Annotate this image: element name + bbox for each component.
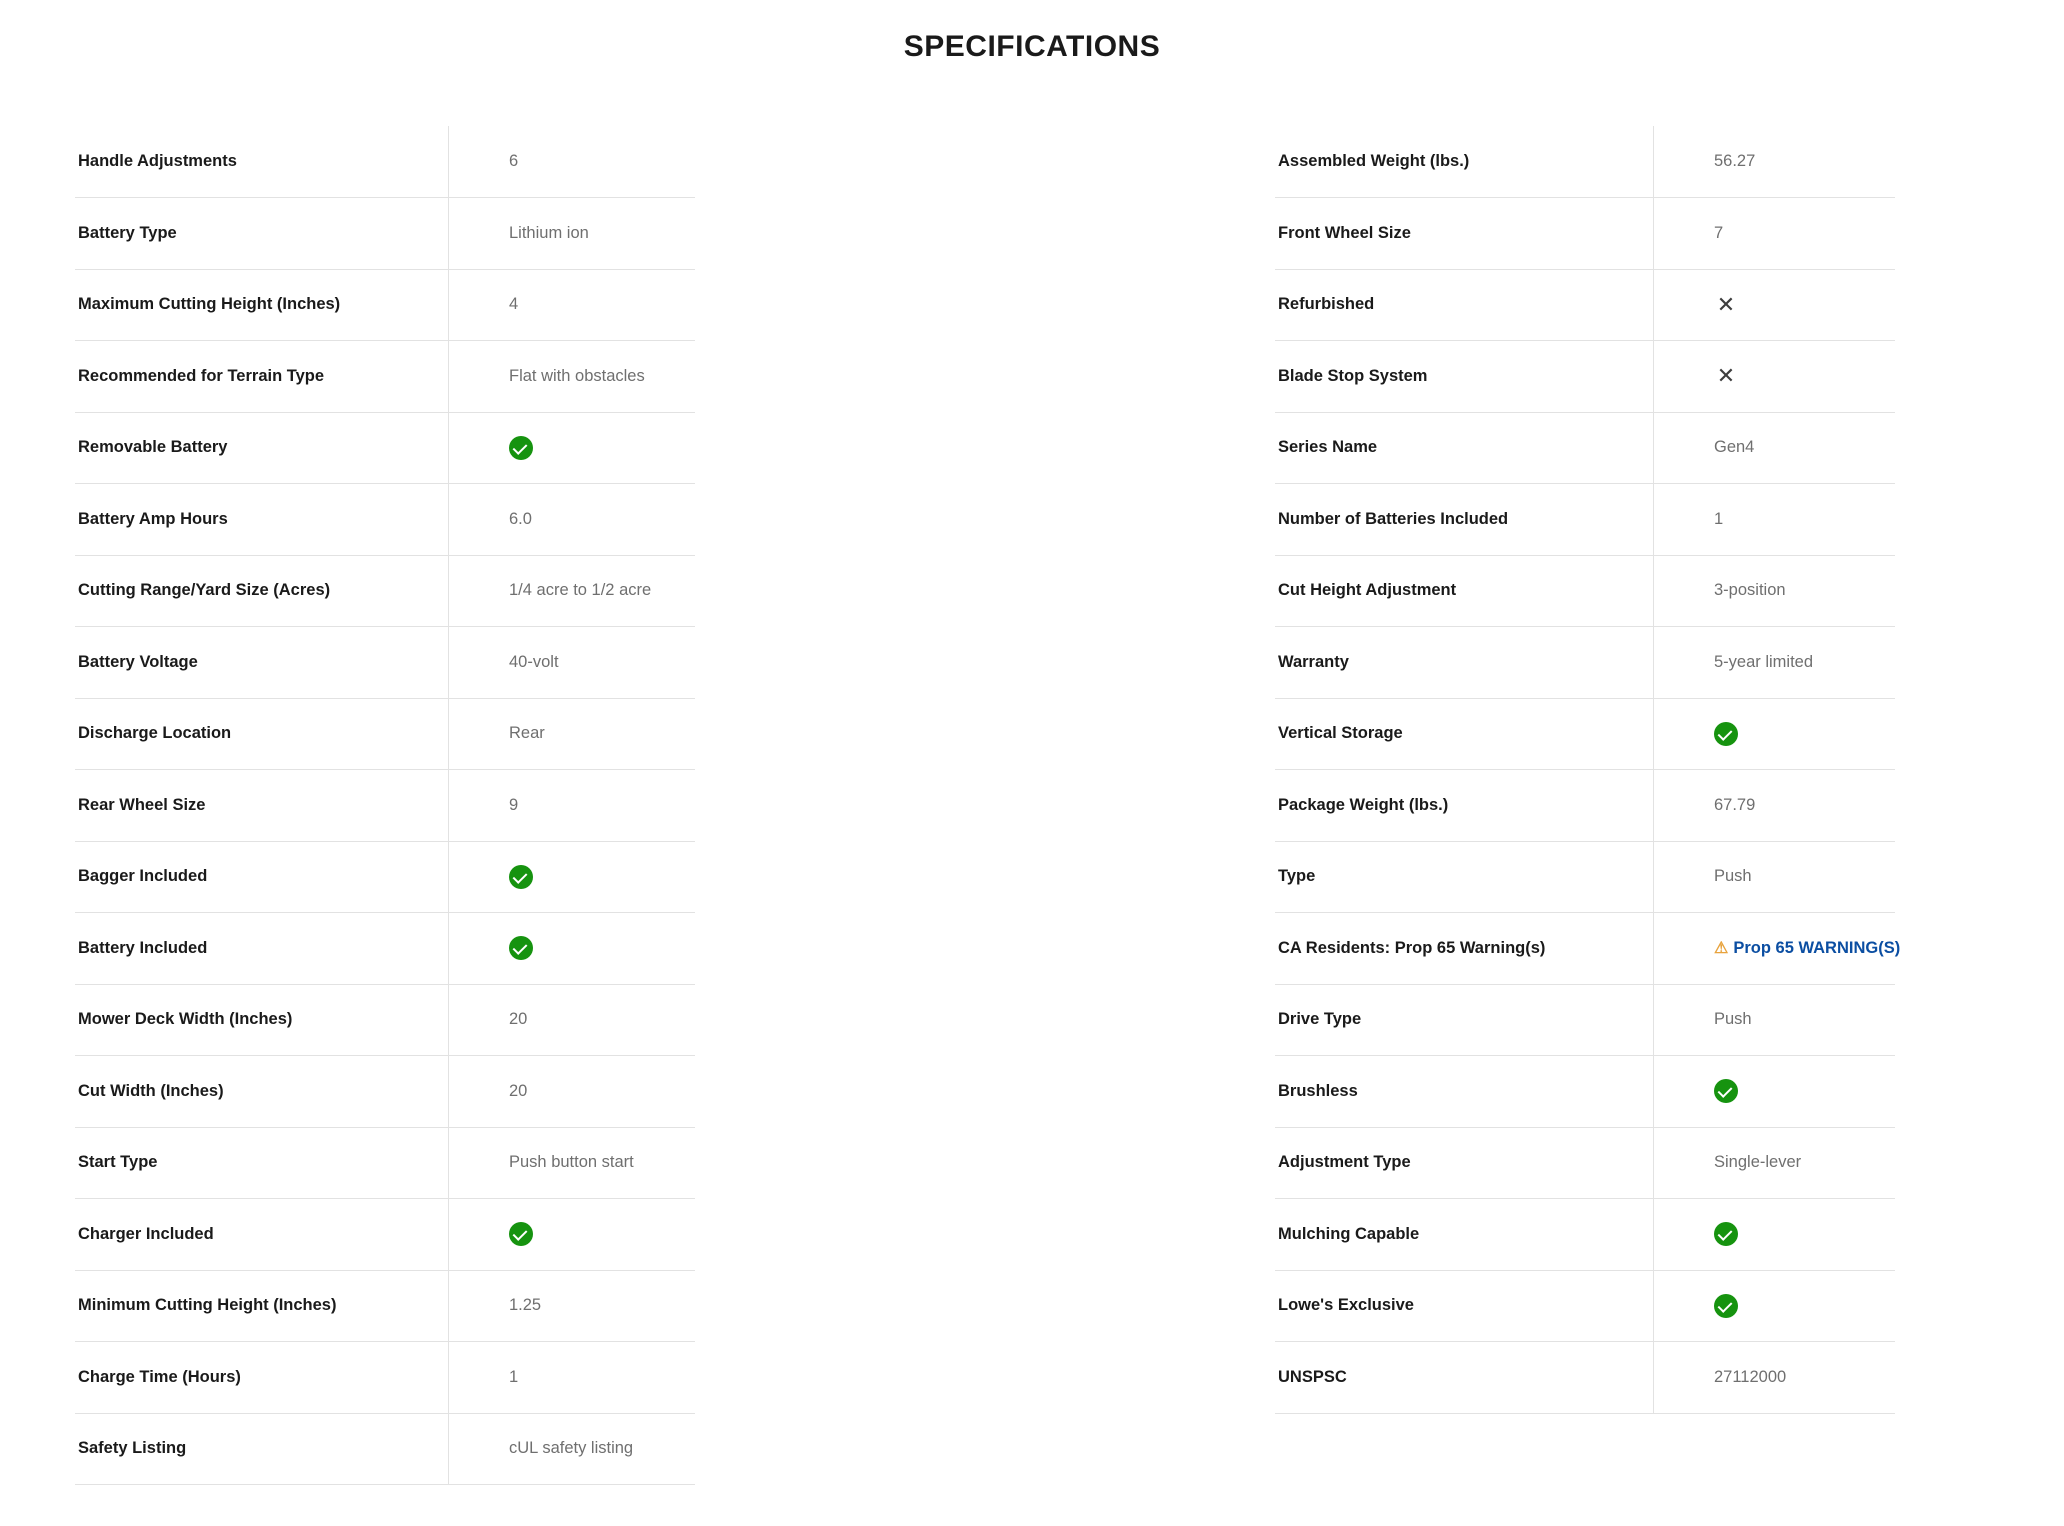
- spec-value: Single-lever: [1654, 1127, 1896, 1199]
- spec-label: Rear Wheel Size: [75, 770, 449, 842]
- spec-label: Warranty: [1275, 627, 1654, 699]
- prop65-warning-label: Prop 65 WARNING(S): [1733, 939, 1901, 958]
- spec-value: [1654, 341, 1896, 413]
- spec-value: 56.27: [1654, 126, 1896, 198]
- spec-label: Discharge Location: [75, 698, 449, 770]
- check-icon: [509, 436, 533, 460]
- cross-icon: ✕: [1716, 291, 1736, 317]
- spec-value: [449, 841, 696, 913]
- spec-value: [449, 1199, 696, 1271]
- check-icon: [509, 936, 533, 960]
- spec-label: Assembled Weight (lbs.): [1275, 126, 1654, 198]
- spec-value: 1.25: [449, 1270, 696, 1342]
- spec-value: 7: [1654, 198, 1896, 270]
- spec-value: 6.0: [449, 484, 696, 556]
- spec-row: [1275, 341, 1895, 413]
- spec-value: Gen4: [1654, 412, 1896, 484]
- spec-row: [75, 984, 695, 1056]
- spec-value: 1: [1654, 484, 1896, 556]
- specs-table-right: [1275, 126, 1901, 1414]
- spec-row: [75, 198, 695, 270]
- spec-value: [1654, 1270, 1896, 1342]
- spec-label: Removable Battery: [75, 412, 449, 484]
- check-icon: [1714, 1222, 1738, 1246]
- spec-value: [1654, 1199, 1896, 1271]
- spec-label: Adjustment Type: [1275, 1127, 1654, 1199]
- spec-row: [75, 1056, 695, 1128]
- spec-label: Package Weight (lbs.): [1275, 770, 1654, 842]
- spec-row: [75, 341, 695, 413]
- spec-label: Recommended for Terrain Type: [75, 341, 449, 413]
- spec-value: Push: [1654, 841, 1896, 913]
- cross-icon: ✕: [1716, 363, 1736, 389]
- spec-value: 4: [449, 269, 696, 341]
- spec-label: Cut Width (Inches): [75, 1056, 449, 1128]
- warning-triangle-icon: ⚠: [1714, 940, 1729, 958]
- spec-value: 9: [449, 770, 696, 842]
- spec-row: [1275, 412, 1895, 484]
- spec-row: [75, 269, 695, 341]
- spec-value: 1: [449, 1342, 696, 1414]
- spec-label: Mower Deck Width (Inches): [75, 984, 449, 1056]
- spec-row: [75, 126, 695, 198]
- spec-value: 1/4 acre to 1/2 acre: [449, 555, 696, 627]
- check-icon: [509, 1222, 533, 1246]
- spec-label: Brushless: [1275, 1056, 1654, 1128]
- spec-label: Battery Voltage: [75, 627, 449, 699]
- spec-row: [1275, 1056, 1895, 1128]
- spec-value: 20: [449, 1056, 696, 1128]
- check-icon: [1714, 1079, 1738, 1103]
- check-icon: [1714, 1294, 1738, 1318]
- spec-row: [75, 1127, 695, 1199]
- spec-value: Push: [1654, 984, 1896, 1056]
- spec-value: Push button start: [449, 1127, 696, 1199]
- spec-label: Battery Type: [75, 198, 449, 270]
- spec-row: [75, 555, 695, 627]
- spec-label: Start Type: [75, 1127, 449, 1199]
- spec-row: [1275, 770, 1895, 842]
- spec-row: [1275, 1270, 1895, 1342]
- spec-row: [75, 484, 695, 556]
- spec-label: Lowe's Exclusive: [1275, 1270, 1654, 1342]
- specifications-left-column: [75, 126, 695, 1485]
- spec-label: Blade Stop System: [1275, 341, 1654, 413]
- spec-row: [1275, 126, 1895, 198]
- spec-label: Maximum Cutting Height (Inches): [75, 269, 449, 341]
- spec-value: cUL safety listing: [449, 1413, 696, 1485]
- spec-label: Battery Amp Hours: [75, 484, 449, 556]
- spec-value: 27112000: [1654, 1342, 1896, 1414]
- spec-label: Series Name: [1275, 412, 1654, 484]
- spec-value: Lithium ion: [449, 198, 696, 270]
- spec-value: [449, 412, 696, 484]
- specifications-columns: [0, 126, 2064, 1485]
- spec-row: [1275, 627, 1895, 699]
- spec-row: [1275, 555, 1895, 627]
- spec-value: [449, 913, 696, 985]
- spec-row: [1275, 198, 1895, 270]
- spec-row: [1275, 1342, 1895, 1414]
- spec-label: Type: [1275, 841, 1654, 913]
- page-title: SPECIFICATIONS: [903, 30, 1161, 63]
- spec-row: [75, 698, 695, 770]
- spec-row: [75, 841, 695, 913]
- spec-label: CA Residents: Prop 65 Warning(s): [1275, 913, 1654, 985]
- spec-label: Minimum Cutting Height (Inches): [75, 1270, 449, 1342]
- spec-row: [75, 627, 695, 699]
- spec-label: Vertical Storage: [1275, 698, 1654, 770]
- check-icon: [1714, 722, 1738, 746]
- spec-row: [75, 1413, 695, 1485]
- spec-value: 3-position: [1654, 555, 1896, 627]
- spec-row: [75, 770, 695, 842]
- spec-value: 6: [449, 126, 696, 198]
- spec-label: Safety Listing: [75, 1413, 449, 1485]
- spec-label: Cutting Range/Yard Size (Acres): [75, 555, 449, 627]
- spec-label: Refurbished: [1275, 269, 1654, 341]
- spec-row: [1275, 841, 1895, 913]
- prop65-warning-link[interactable]: [1714, 939, 1900, 957]
- spec-row: [1275, 1127, 1895, 1199]
- spec-label: Drive Type: [1275, 984, 1654, 1056]
- spec-value: [1654, 913, 1901, 985]
- spec-row: [1275, 269, 1895, 341]
- spec-label: Number of Batteries Included: [1275, 484, 1654, 556]
- spec-label: Mulching Capable: [1275, 1199, 1654, 1271]
- spec-value: [1654, 269, 1896, 341]
- spec-label: UNSPSC: [1275, 1342, 1654, 1414]
- spec-value: 5-year limited: [1654, 627, 1896, 699]
- spec-row: [1275, 1199, 1895, 1271]
- spec-value: Rear: [449, 698, 696, 770]
- spec-row: [75, 1342, 695, 1414]
- spec-row: [75, 412, 695, 484]
- spec-row: [75, 913, 695, 985]
- spec-value: 40-volt: [449, 627, 696, 699]
- spec-label: Handle Adjustments: [75, 126, 449, 198]
- spec-value: 20: [449, 984, 696, 1056]
- spec-value: [1654, 698, 1896, 770]
- spec-row: [75, 1199, 695, 1271]
- spec-label: Charger Included: [75, 1199, 449, 1271]
- spec-label: Front Wheel Size: [1275, 198, 1654, 270]
- spec-label: Battery Included: [75, 913, 449, 985]
- specifications-right-column: [1275, 126, 1901, 1485]
- check-icon: [509, 865, 533, 889]
- spec-label: Cut Height Adjustment: [1275, 555, 1654, 627]
- spec-label: Charge Time (Hours): [75, 1342, 449, 1414]
- spec-value: 67.79: [1654, 770, 1896, 842]
- spec-row: [1275, 984, 1895, 1056]
- spec-label: Bagger Included: [75, 841, 449, 913]
- spec-value: [1654, 1056, 1896, 1128]
- spec-row: [1275, 484, 1895, 556]
- spec-row: [75, 1270, 695, 1342]
- spec-value: Flat with obstacles: [449, 341, 696, 413]
- specs-table-left: [75, 126, 695, 1485]
- spec-row: [1275, 698, 1895, 770]
- spec-row: [1275, 913, 1895, 985]
